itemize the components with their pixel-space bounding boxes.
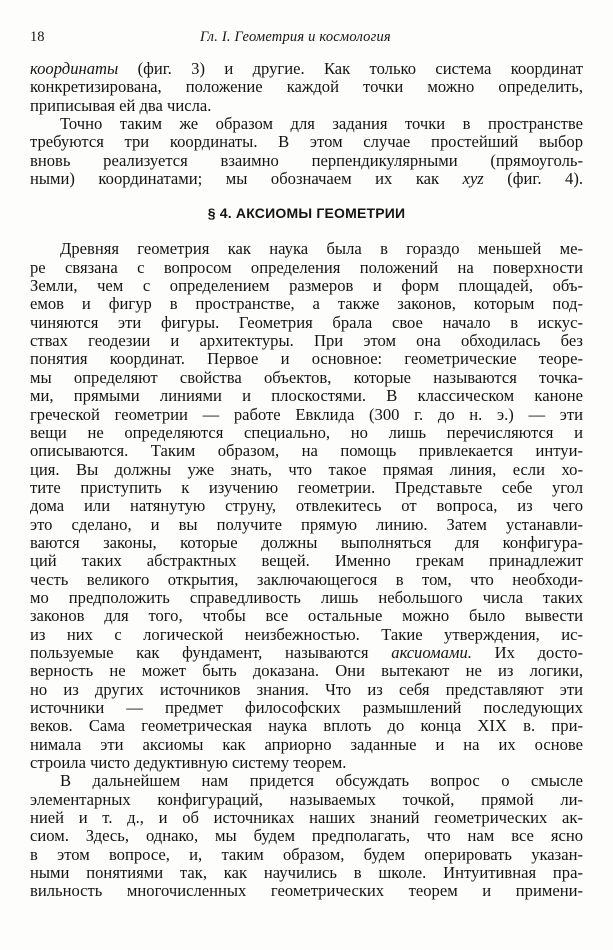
text-segment: ными) координатами; мы обозначаем их как <box>30 169 463 189</box>
text-line <box>30 736 583 754</box>
text-segment: емов и фигур в пространстве, а также законов, которым под- <box>30 294 583 314</box>
text-segment: из них с логической неизбежностью. Такие утверждения, ис- <box>30 624 583 644</box>
text-line <box>30 882 583 900</box>
text-segment: приписывая ей два числа. <box>30 95 212 115</box>
running-head: Гл. I. Геометрия и космология <box>200 29 391 45</box>
text-line <box>30 369 583 387</box>
text-line <box>30 681 583 699</box>
text-line <box>30 571 583 589</box>
text-line <box>30 864 583 882</box>
text-segment: (фиг. 3) и другие. Как только система координат <box>118 59 583 78</box>
text-segment: источники — предмет философских размышлений последующих <box>30 698 583 717</box>
text-segment: верность не может быть доказана. Они вытекают не из логики, <box>30 661 583 681</box>
text-segment: В дальнейшем нам придется обсуждать вопрос о смысле <box>60 771 583 791</box>
text-line <box>30 772 583 790</box>
text-segment: это сделано, и вы получите прямую линию. Затем устанавли- <box>30 514 583 534</box>
text-line <box>30 754 583 772</box>
text-segment: мо предположить справедливость лишь небольшого числа таких <box>30 587 583 607</box>
text-line <box>30 662 583 680</box>
text-line <box>30 115 583 133</box>
text-segment: описываются. Таким образом, на помощь привлекается интуи- <box>30 441 583 461</box>
text-segment: вильность многочисленных геометрических теорем и примени- <box>30 881 583 901</box>
text-segment: конкретизирована, положение каждой точки можно определить, <box>30 77 583 97</box>
text-segment: дома или натянутую струну, отвлекитесь от вопроса, из чего <box>30 496 583 516</box>
text-line <box>30 277 583 295</box>
paragraph <box>30 115 583 188</box>
text-segment: ция. Вы должны уже знать, что такое прямая линия, если хо- <box>30 459 583 479</box>
text-segment: пользуемые как фундамент, называются <box>30 642 392 662</box>
text-segment: тите приступить к изучению геометрии. Представьте себе угол <box>30 477 583 497</box>
text-segment: чиняются эти фигуры. Геометрия брала свое начало в искус- <box>30 312 583 332</box>
text-line <box>30 424 583 442</box>
book-page <box>30 24 583 901</box>
text-segment: Земли, чем с определением размеров и форм площадей, объ- <box>30 276 583 296</box>
text-line <box>30 479 583 497</box>
text-segment: но из других источников знания. Что из себя представляют эти <box>30 679 583 699</box>
italic-term: координаты <box>30 59 119 78</box>
text-segment: честь великого открытия, заключающегося в том, что необходи- <box>30 569 583 589</box>
text-line <box>30 259 583 277</box>
text-line <box>30 387 583 405</box>
text-line <box>30 406 583 424</box>
text-line <box>30 644 583 662</box>
text-segment: мы определяют свойства объектов, которые называются точка- <box>30 367 583 387</box>
text-line <box>30 589 583 607</box>
page-number: 18 <box>30 29 45 45</box>
text-segment: элементарных конфигураций, называемых точкой, прямой ли- <box>30 789 583 809</box>
text-line <box>30 717 583 735</box>
text-line <box>30 442 583 460</box>
text-segment: ствах геодезии и архитектуры. При этом она обходилась без <box>30 331 583 351</box>
text-segment: Их досто- <box>471 642 583 662</box>
text-segment: вновь реализуется взаимно перпендикулярными (прямоуголь- <box>30 150 583 170</box>
text-line <box>30 809 583 827</box>
text-line <box>30 791 583 809</box>
italic-term: аксиомами. <box>391 642 472 662</box>
section-heading: § 4. АКСИОМЫ ГЕОМЕТРИИ <box>207 205 406 222</box>
paragraph <box>30 772 583 900</box>
text-line <box>30 846 583 864</box>
text-line <box>30 497 583 515</box>
text-segment: понятия координат. Первое и основное: геометрические теоре- <box>30 349 583 369</box>
body-text-bottom <box>30 240 583 900</box>
text-segment: сиом. Здесь, однако, мы будем предполагать, что нам все ясно <box>30 826 583 846</box>
text-segment: нией и т. д., и об источниках наших знаний геометрических ак- <box>30 808 583 828</box>
text-segment: ваются законы, которые должны выполняться для конфигура- <box>30 532 583 552</box>
text-line <box>30 133 583 151</box>
text-segment: ций таких абстрактных вещей. Именно грекам принадлежит <box>30 551 583 571</box>
text-line <box>30 97 583 115</box>
text-segment: ми, прямыми линиями и плоскостями. В классическом каноне <box>30 386 583 406</box>
text-segment: (фиг. 4). <box>483 169 583 189</box>
text-line <box>30 461 583 479</box>
text-line <box>30 60 583 78</box>
text-segment: в этом вопросе, и, таким образом, будем оперировать указан- <box>30 844 583 864</box>
text-segment: Точно таким же образом для задания точки в пространстве <box>60 114 583 134</box>
text-line <box>30 827 583 845</box>
text-line <box>30 350 583 368</box>
text-segment: законов для того, чтобы все остальные можно было вывести <box>30 606 583 626</box>
text-line <box>30 295 583 313</box>
text-line <box>30 699 583 717</box>
italic-term: xyz <box>462 169 484 189</box>
paragraph <box>30 240 583 772</box>
text-segment: ре связана с вопросом определения положений на поверхности <box>30 257 583 277</box>
text-segment: строила чисто дедуктивную систему теорем. <box>30 753 347 773</box>
text-line <box>30 314 583 332</box>
text-segment: требуются три координаты. В этом случае простейший выбор <box>30 132 583 152</box>
text-line <box>30 152 583 170</box>
text-line <box>30 78 583 96</box>
text-line <box>30 170 583 188</box>
text-line <box>30 626 583 644</box>
text-line <box>30 607 583 625</box>
text-line <box>30 516 583 534</box>
text-line <box>30 240 583 258</box>
text-line <box>30 332 583 350</box>
text-segment: Древняя геометрия как наука была в гораздо меньшей ме- <box>60 239 583 259</box>
text-segment: нимала эти аксиомы как априорно заданные и на их основе <box>30 734 583 754</box>
text-segment: веков. Сама геометрическая наука вплоть до конца XIX в. при- <box>30 716 583 736</box>
text-line <box>30 534 583 552</box>
text-line <box>30 552 583 570</box>
body-text-top <box>30 60 583 188</box>
text-segment: ными понятиями так, как научились в школе. Интуитивная пра- <box>30 863 583 883</box>
page-header <box>30 24 583 50</box>
text-segment: греческой геометрии — работе Евклида (300 г. до н. э.) — эти <box>30 404 583 424</box>
paragraph <box>30 60 583 115</box>
text-segment: вещи не определяются специально, но лишь перечисляются и <box>30 422 583 442</box>
